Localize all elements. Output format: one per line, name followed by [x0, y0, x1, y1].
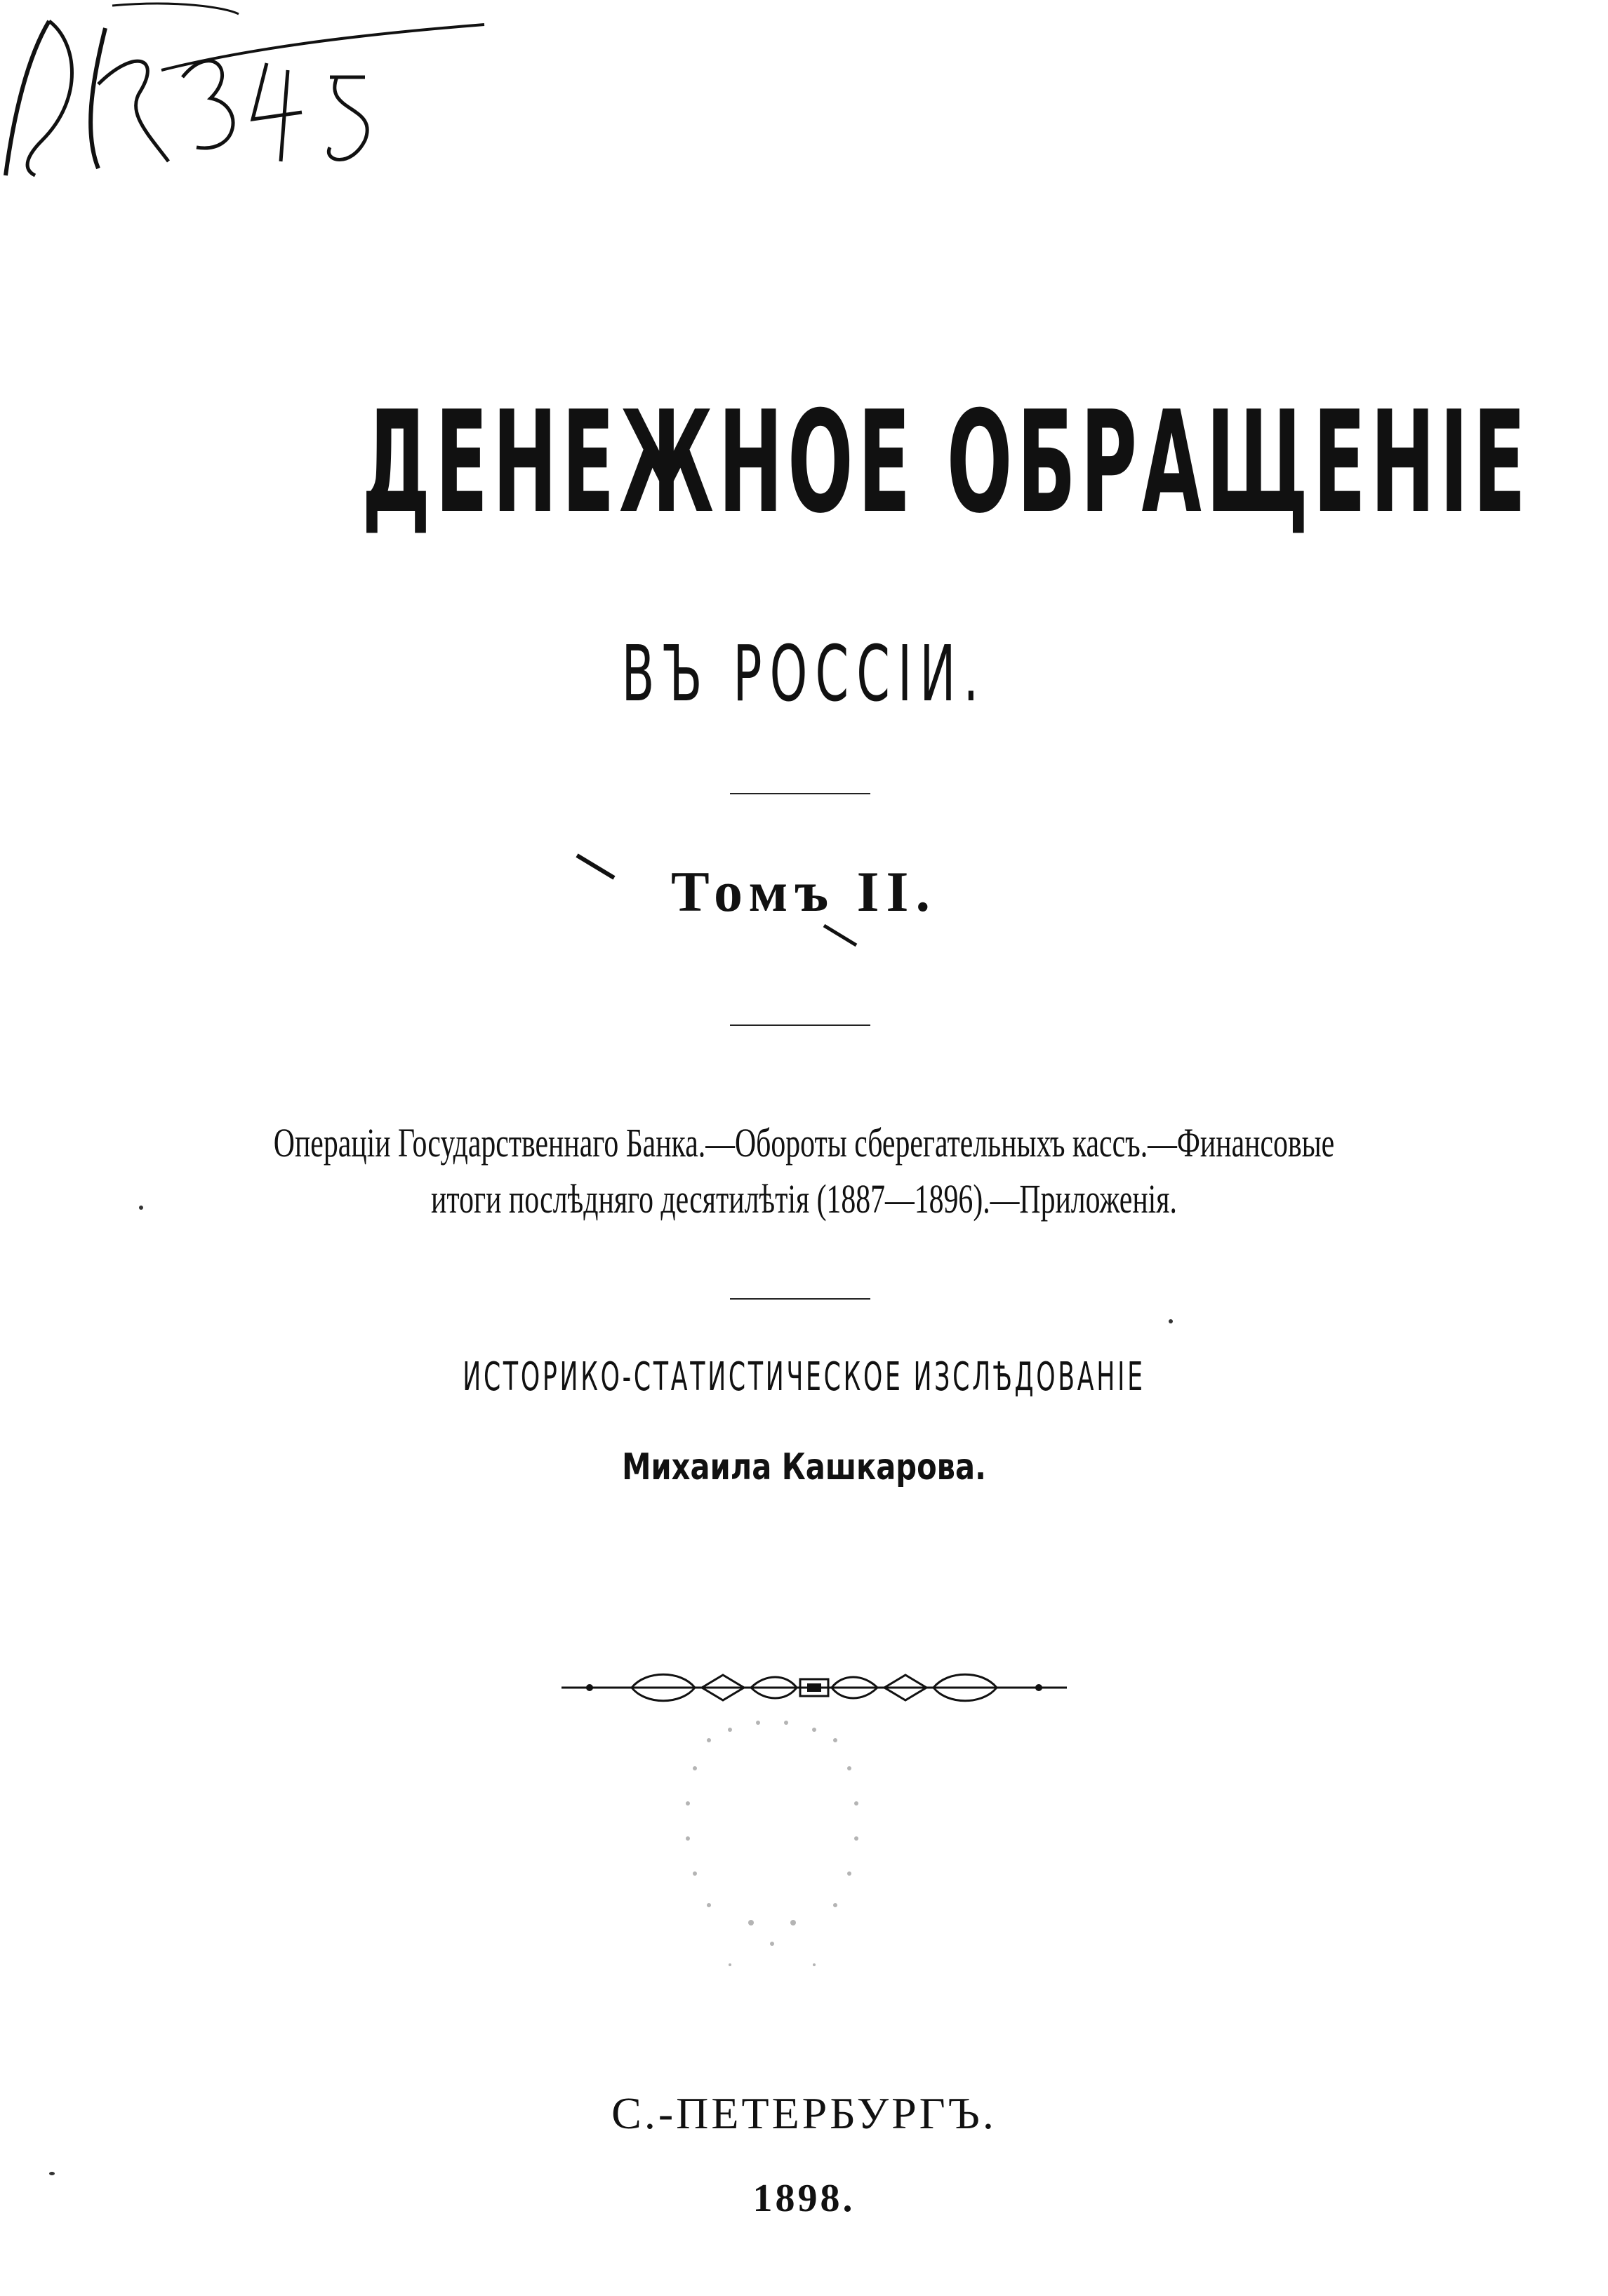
pen-mark-icon	[821, 923, 863, 951]
publication-city: С.-ПЕТЕРБУРГЪ.	[611, 2088, 997, 2138]
study-type-label: ИСТОРИКО-СТАТИСТИЧЕСКОЕ ИЗСЛѢДОВАНІЕ	[463, 1354, 1145, 1400]
divider-rule	[730, 1024, 870, 1026]
book-title: ДЕНЕЖНОЕ ОБРАЩЕНІЕ	[361, 381, 1531, 545]
book-subtitle: ВЪ РОССІИ.	[621, 629, 987, 719]
scan-speck	[49, 2172, 55, 2175]
divider-rule	[730, 793, 870, 794]
decorative-ornament	[562, 1667, 1067, 1709]
publication-year: 1898.	[752, 2177, 856, 2220]
volume-label: Томъ II.	[671, 860, 937, 923]
pen-mark-icon	[576, 853, 618, 881]
handwritten-catalogue-number	[0, 0, 491, 189]
library-stamp	[667, 1712, 891, 1972]
author-name: Михаила Кашкарова.	[622, 1446, 986, 1488]
scan-speck	[139, 1206, 143, 1210]
divider-rule	[730, 1298, 870, 1300]
scan-speck	[1169, 1319, 1173, 1323]
contents-description-line: итоги послѣдняго десятилѣтія (1887—1896).—Приложенія.	[431, 1176, 1177, 1222]
contents-description-line: Операціи Государственнаго Банка.—Обороты сберегательныхъ кассъ.—Финансовые	[273, 1120, 1335, 1166]
